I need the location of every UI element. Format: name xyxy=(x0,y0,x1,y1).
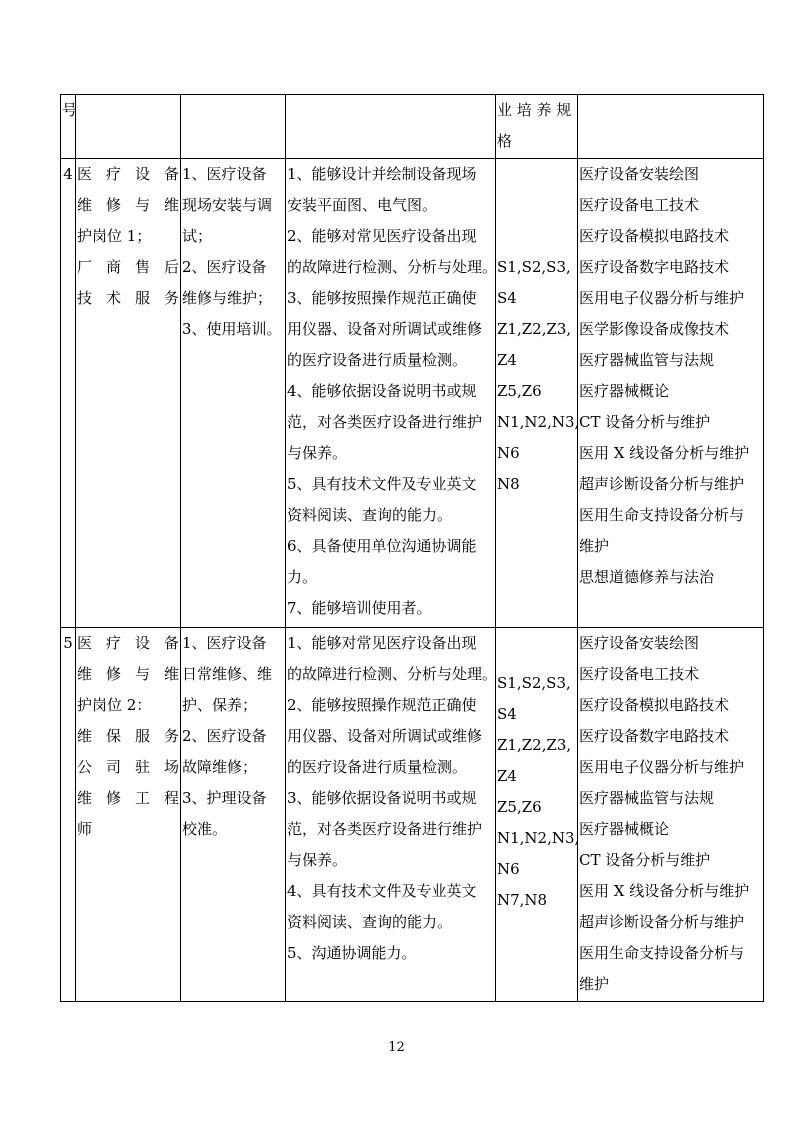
standard-line: N1,N2,N3, xyxy=(497,829,580,847)
header-position-cell xyxy=(76,95,181,159)
course-line: CT 设备分析与维护 xyxy=(579,851,711,869)
course-line: 医用生命支持设备分析与 xyxy=(579,944,745,962)
ability-line: 范，对各类医疗设备进行维护 xyxy=(287,820,483,838)
standard-line: S4 xyxy=(497,289,517,307)
position-line: 维修工程 xyxy=(77,789,179,807)
row-number: 4 xyxy=(61,159,76,628)
position-line: 厂商售后 xyxy=(77,258,179,276)
task-line: 校准。 xyxy=(182,820,228,838)
header-standard-label: 业 培 养 规 xyxy=(497,101,572,119)
ability-line: 的医疗设备进行质量检测。 xyxy=(287,758,468,776)
standard-line: N6 xyxy=(497,444,520,462)
course-line: 维护 xyxy=(579,975,610,993)
standard-line: Z1,Z2,Z3, xyxy=(497,736,572,754)
header-number-label: 号 xyxy=(62,101,78,119)
standard-line: N1,N2,N3, xyxy=(497,413,580,431)
table-row xyxy=(61,159,764,628)
course-line: 维护 xyxy=(579,537,610,555)
standard-line: N8 xyxy=(497,475,520,493)
standard-line: Z4 xyxy=(497,767,517,785)
course-line: 医用电子仪器分析与维护 xyxy=(579,758,745,776)
header-number-cell xyxy=(61,95,76,159)
ability-line: 4、能够依据设备说明书或规 xyxy=(287,382,477,400)
position-line: 师 xyxy=(77,820,93,838)
task-line: 1、医疗设备 xyxy=(182,165,267,183)
ability-line: 资料阅读、查询的能力。 xyxy=(287,506,453,524)
standard-cell xyxy=(496,628,578,1002)
course-line: 医疗器械概论 xyxy=(579,382,670,400)
course-line: 医用电子仪器分析与维护 xyxy=(579,289,745,307)
task-line: 日常维修、维 xyxy=(182,665,273,683)
ability-line: 与保养。 xyxy=(287,444,348,462)
ability-line: 1、能够设计并绘制设备现场 xyxy=(287,165,477,183)
row-number: 5 xyxy=(61,628,76,1002)
position-line: 公司驻场 xyxy=(77,758,179,776)
ability-line: 5、沟通协调能力。 xyxy=(287,944,417,962)
course-line: 医疗设备模拟电路技术 xyxy=(579,227,730,245)
header-standard-cell xyxy=(496,95,578,159)
course-line: 医疗设备电工技术 xyxy=(579,196,700,214)
course-cell xyxy=(578,628,764,1002)
course-line: CT 设备分析与维护 xyxy=(579,413,711,431)
table-row xyxy=(61,628,764,1002)
task-line: 2、医疗设备 xyxy=(182,727,267,745)
task-line: 现场安装与调 xyxy=(182,196,273,214)
ability-cell xyxy=(286,159,496,628)
course-line: 超声诊断设备分析与维护 xyxy=(579,913,745,931)
ability-line: 与保养。 xyxy=(287,851,348,869)
standard-cell xyxy=(496,159,578,628)
ability-line: 用仪器、设备对所调试或维修 xyxy=(287,727,483,745)
ability-line: 安装平面图、电气图。 xyxy=(287,196,438,214)
ability-line: 力。 xyxy=(287,568,318,586)
course-line: 医用 X 线设备分析与维护 xyxy=(579,882,750,900)
task-line: 试； xyxy=(182,227,213,245)
course-line: 医疗器械监管与法规 xyxy=(579,351,715,369)
ability-line: 的故障进行检测、分析与处理。 xyxy=(287,258,498,276)
course-line: 医用 X 线设备分析与维护 xyxy=(579,444,750,462)
course-line: 医疗设备安装绘图 xyxy=(579,165,700,183)
curriculum-table xyxy=(60,94,764,1002)
header-row xyxy=(61,95,764,159)
position-cell xyxy=(76,628,181,1002)
standard-line: N6 xyxy=(497,860,520,878)
ability-line: 2、能够对常见医疗设备出现 xyxy=(287,227,477,245)
ability-line: 范，对各类医疗设备进行维护 xyxy=(287,413,483,431)
standard-line: S1,S2,S3, xyxy=(497,674,571,692)
ability-line: 2、能够按照操作规范正确使 xyxy=(287,696,477,714)
ability-line: 3、能够按照操作规范正确使 xyxy=(287,289,477,307)
ability-line: 的医疗设备进行质量检测。 xyxy=(287,351,468,369)
task-cell xyxy=(181,628,286,1002)
course-line: 医疗器械监管与法规 xyxy=(579,789,715,807)
course-line: 超声诊断设备分析与维护 xyxy=(579,475,745,493)
page-number: 12 xyxy=(388,1040,405,1055)
ability-line: 4、具有技术文件及专业英文 xyxy=(287,882,477,900)
position-line: 护岗位 2： xyxy=(77,696,152,714)
course-line: 医疗器械概论 xyxy=(579,820,670,838)
ability-line: 用仪器、设备对所调试或维修 xyxy=(287,320,483,338)
course-line: 医学影像设备成像技术 xyxy=(579,320,730,338)
position-line: 技术服务 xyxy=(77,289,179,307)
standard-line: Z5,Z6 xyxy=(497,382,542,400)
standard-line: Z4 xyxy=(497,351,517,369)
standard-line: N7,N8 xyxy=(497,891,548,909)
header-course-cell xyxy=(578,95,764,159)
course-cell xyxy=(578,159,764,628)
course-line: 医疗设备电工技术 xyxy=(579,665,700,683)
course-line: 医疗设备模拟电路技术 xyxy=(579,696,730,714)
task-cell xyxy=(181,159,286,628)
course-line: 医用生命支持设备分析与 xyxy=(579,506,745,524)
ability-line: 的故障进行检测、分析与处理。 xyxy=(287,665,498,683)
task-line: 3、使用培训。 xyxy=(182,320,282,338)
ability-line: 3、能够依据设备说明书或规 xyxy=(287,789,477,807)
standard-line: Z1,Z2,Z3, xyxy=(497,320,572,338)
course-line: 思想道德修养与法治 xyxy=(579,568,715,586)
task-line: 护、保养； xyxy=(182,696,258,714)
task-line: 维修与维护； xyxy=(182,289,273,307)
ability-line: 6、具备使用单位沟通协调能 xyxy=(287,537,477,555)
position-line: 维保服务 xyxy=(77,727,179,745)
standard-line: S1,S2,S3, xyxy=(497,258,571,276)
task-line: 1、医疗设备 xyxy=(182,634,267,652)
ability-line: 7、能够培训使用者。 xyxy=(287,599,432,617)
header-task-cell xyxy=(181,95,286,159)
ability-line: 资料阅读、查询的能力。 xyxy=(287,913,453,931)
header-ability-cell xyxy=(286,95,496,159)
ability-line: 1、能够对常见医疗设备出现 xyxy=(287,634,477,652)
course-line: 医疗设备数字电路技术 xyxy=(579,258,730,276)
standard-line: S4 xyxy=(497,705,517,723)
course-line: 医疗设备数字电路技术 xyxy=(579,727,730,745)
task-line: 2、医疗设备 xyxy=(182,258,267,276)
position-line: 维修与维 xyxy=(77,196,179,214)
course-line: 医疗设备安装绘图 xyxy=(579,634,700,652)
header-standard-label: 格 xyxy=(497,132,513,150)
ability-line: 5、具有技术文件及专业英文 xyxy=(287,475,477,493)
position-line: 医疗设备 xyxy=(77,165,179,183)
task-line: 3、护理设备 xyxy=(182,789,267,807)
position-line: 维修与维 xyxy=(77,665,179,683)
task-line: 故障维修； xyxy=(182,758,258,776)
ability-cell xyxy=(286,628,496,1002)
position-cell xyxy=(76,159,181,628)
standard-line: Z5,Z6 xyxy=(497,798,542,816)
position-line: 医疗设备 xyxy=(77,634,179,652)
position-line: 护岗位 1； xyxy=(77,227,152,245)
